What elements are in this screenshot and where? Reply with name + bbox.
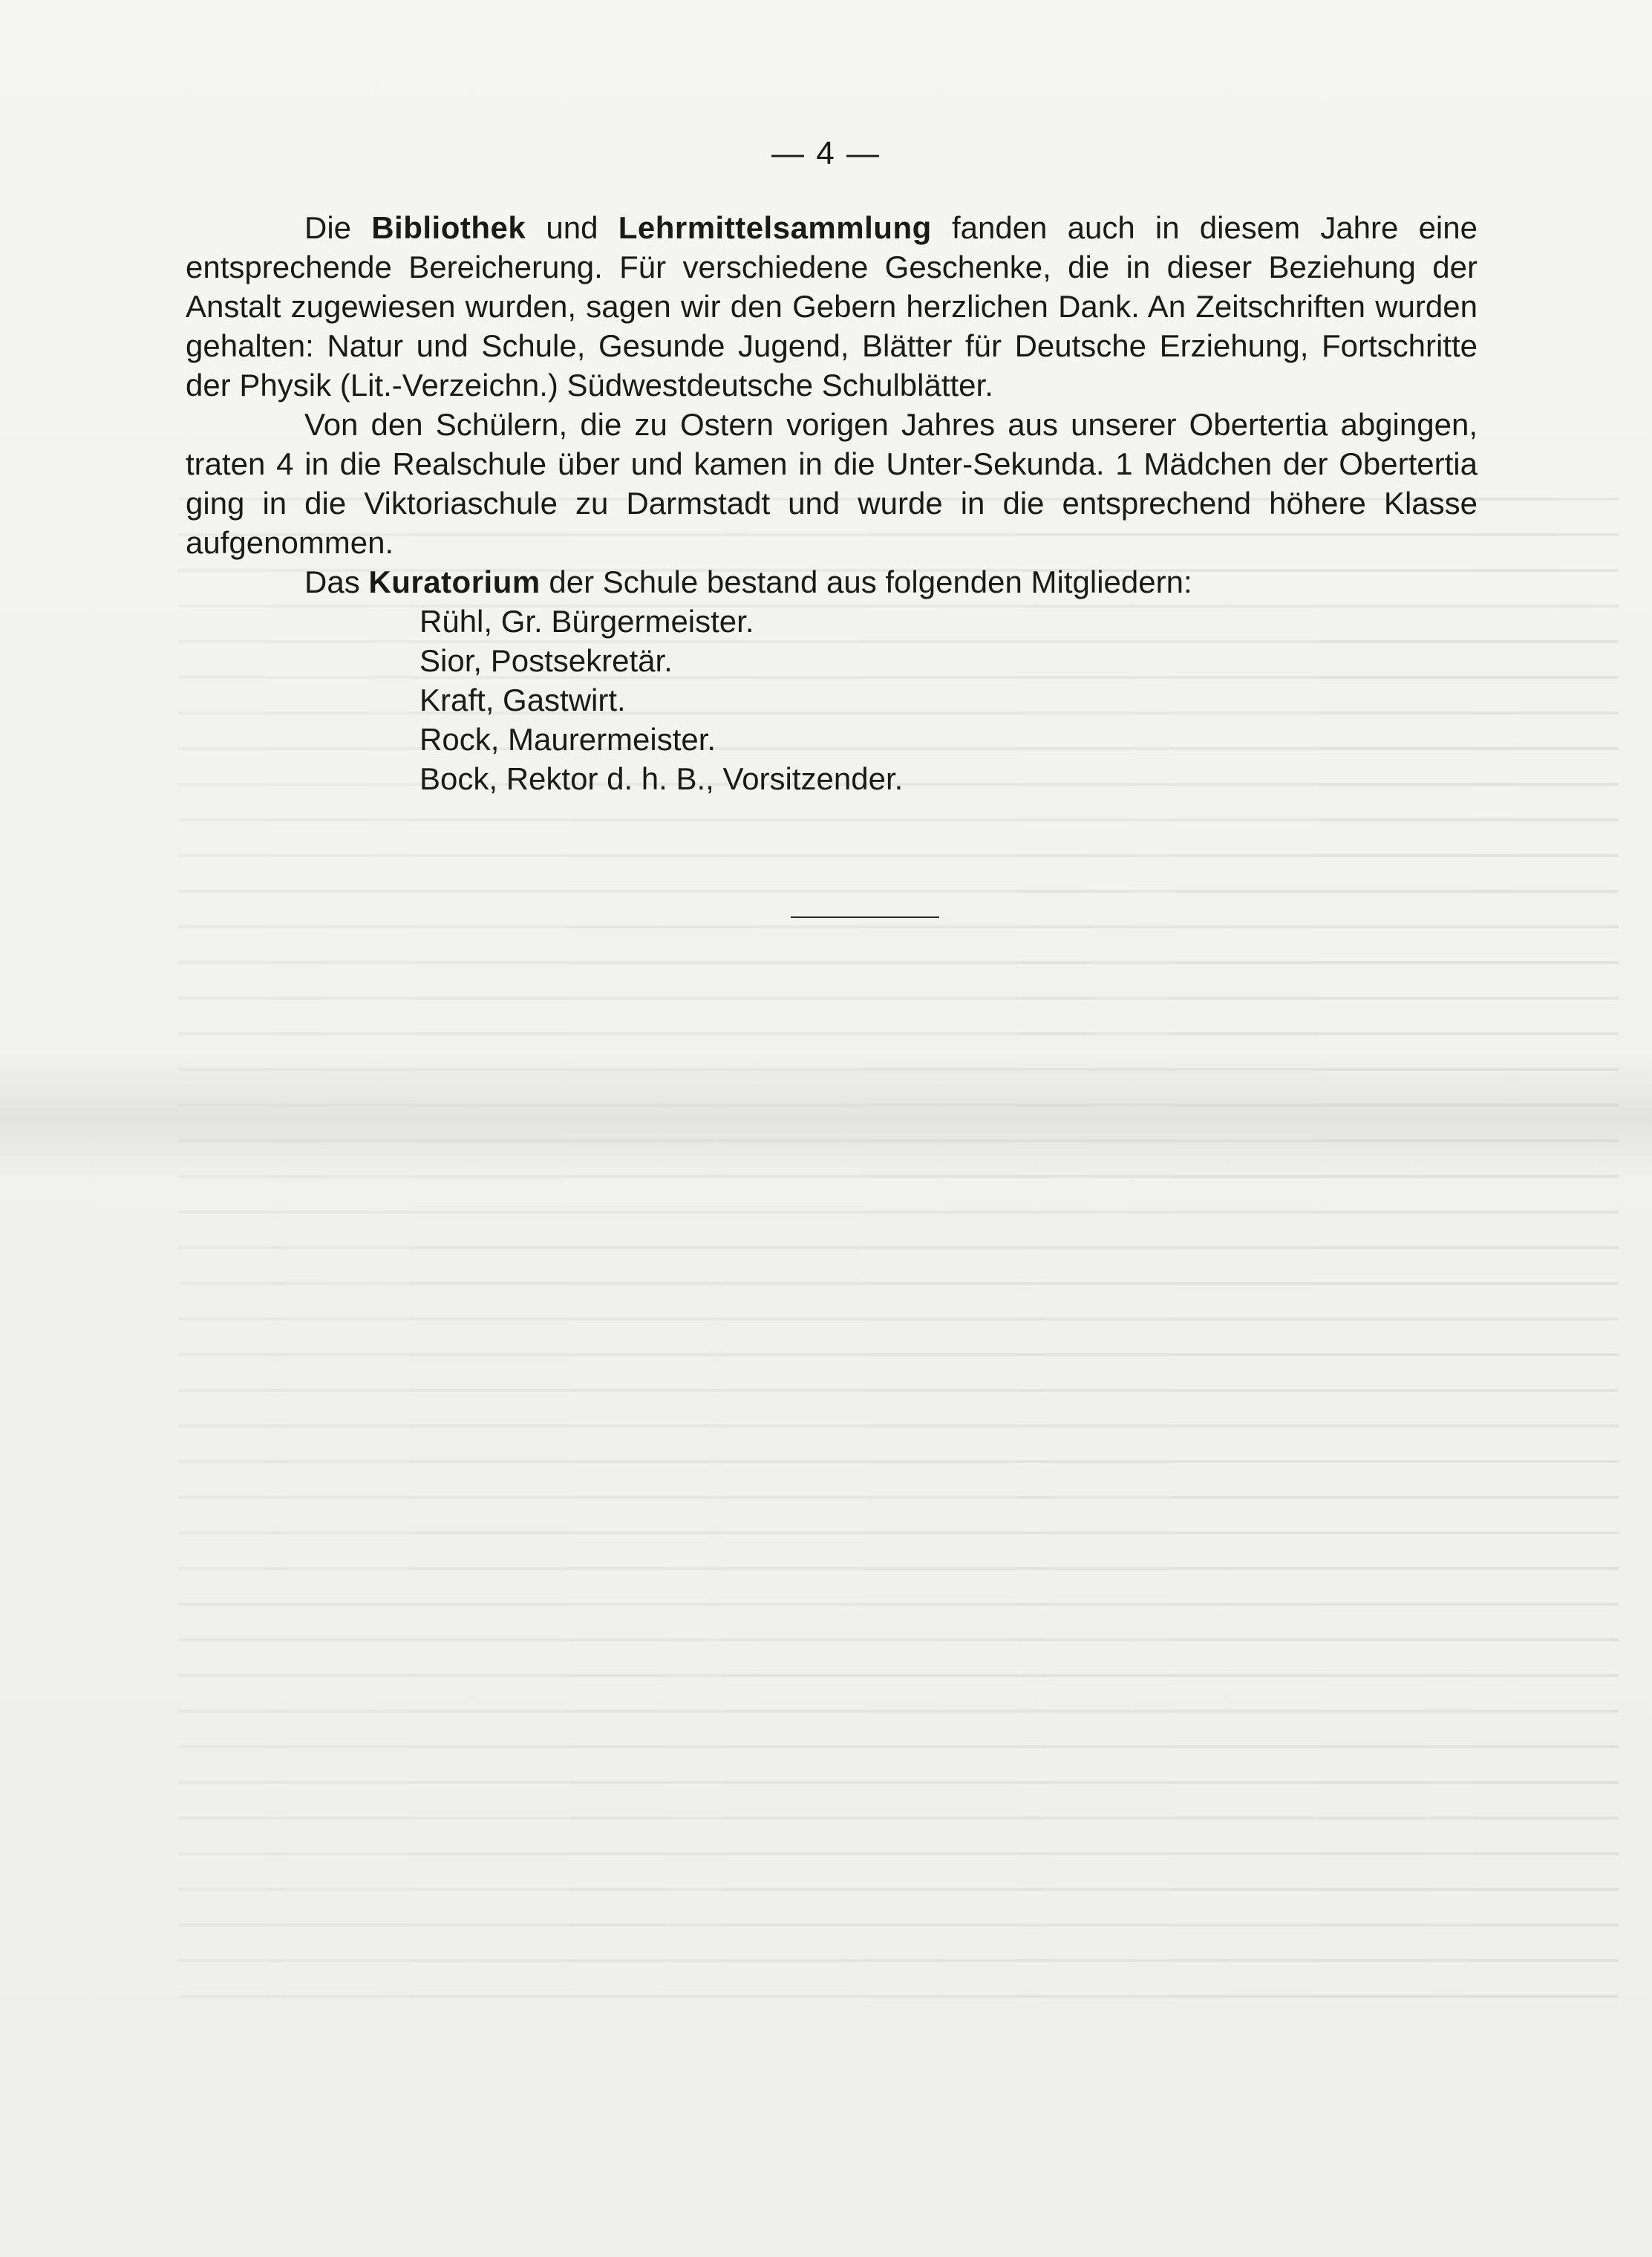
paragraph-library-part: und [526,210,618,245]
term-kuratorium: Kuratorium [368,564,541,599]
member-item: Sior, Postsekretär. [419,643,673,678]
section-divider-rule [791,916,939,918]
member-item: Bock, Rektor d. h. B., Vorsitzender. [419,761,904,796]
paragraph-library-part: fanden auch in diesem Jahre eine entsprechende Bereicherung. Für verschiedene Geschenke, die in dieser Beziehung der Anstalt zugewiesen wurden, sagen wir den Gebern herzlichen Dank. An Zeitschriften wurden gehalten: Natur und Schule, Gesunde Jugend, Blätter für Deutsche Erziehung, Fortschritte der Physik (Lit.-Verzeichn.) Südwestdeutsche Schulblätter. [186,210,1478,403]
member-item: Kraft, Gastwirt. [419,683,626,717]
term-bibliothek: Bibliothek [371,210,526,245]
paragraph-kuratorium-part: der Schule bestand aus folgenden Mitgliedern: [540,564,1192,599]
page-number: — 4 — [771,135,881,172]
paragraph-kuratorium [186,562,1478,602]
paragraph-kuratorium-part: Das [304,564,369,599]
paragraph-students-text: Von den Schülern, die zu Ostern vorigen Jahres aus unserer Obertertia abgingen, traten 4 in die Realschule über und kamen in die Unter-Sekunda. 1 Mädchen der Obertertia ging in die Viktoriaschule zu Darmstadt und wurde in die entsprechend höhere Klasse aufgenommen. [186,407,1478,560]
paragraph-library [186,208,1478,405]
member-item: Rock, Maurermeister. [419,722,716,757]
term-lehrmittelsammlung: Lehrmittelsammlung [618,210,932,245]
page-fold-shading [0,1055,1652,1181]
paragraph-students [186,405,1478,562]
paragraph-library-part: Die [304,210,372,245]
kuratorium-member-list [186,602,1478,798]
member-item: Rühl, Gr. Bürgermeister. [419,604,754,639]
body-text [186,208,1478,798]
